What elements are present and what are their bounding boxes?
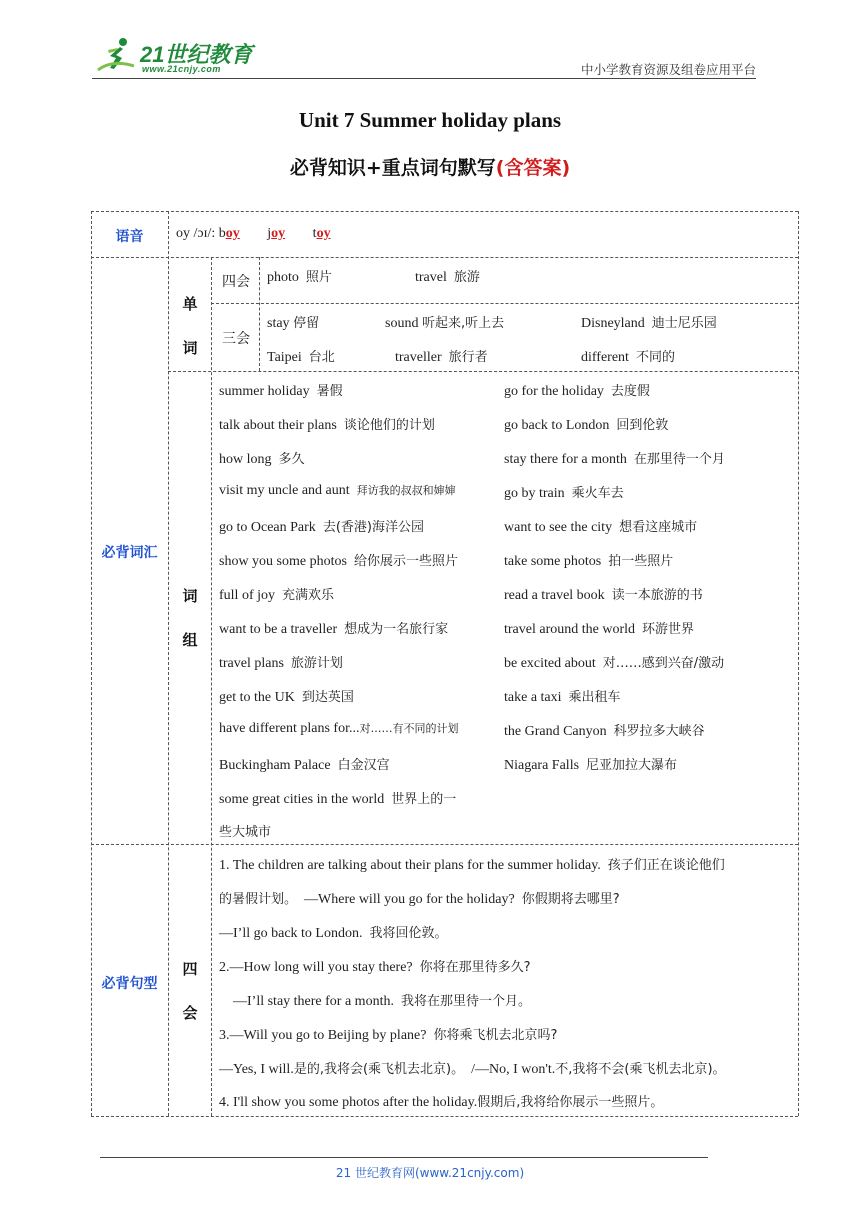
word-item: travel 旅游 — [415, 270, 480, 285]
word-item: different 不同的 — [581, 350, 675, 365]
page-subtitle: 必背知识+重点词句默写(含答案) — [289, 157, 571, 179]
phonics-word-boy: boy — [218, 226, 240, 241]
sentence-line: 2.—How long will you stay there? 你将在那里待多久? — [219, 960, 531, 975]
footer-divider — [100, 1157, 708, 1158]
sentences-label: 必背句型 — [101, 976, 158, 992]
logo-url: www.21cnjy.com — [142, 64, 221, 74]
phrase-item: be excited about 对……感到兴奋/激动 — [504, 656, 725, 671]
phrase-item: some great cities in the world 世界上的一 — [219, 792, 457, 807]
sentence-line: 3.—Will you go to Beijing by plane? 你将乘飞机去北京吗? — [219, 1028, 558, 1043]
phrase-item: go to Ocean Park 去(香港)海洋公园 — [219, 520, 424, 535]
sentence-line: 4. I'll show you some photos after the holiday.假期后,我将给你展示一些照片。 — [219, 1095, 664, 1110]
knowledge-table — [91, 211, 798, 1116]
phonics-word-toy: toy — [312, 226, 331, 241]
phrases-label: 词 组 — [182, 587, 198, 649]
phrase-item: have different plans for...对……有不同的计划 — [219, 721, 459, 736]
word-item: stay 停留 — [267, 316, 320, 331]
phrase-item: Niagara Falls 尼亚加拉大瀑布 — [504, 758, 678, 773]
phrase-item: show you some photos 给你展示一些照片 — [219, 554, 458, 569]
platform-name: 中小学教育资源及组卷应用平台 — [580, 62, 756, 77]
page-title: Unit 7 Summer holiday plans — [298, 108, 562, 132]
phrase-item: go by train 乘火车去 — [504, 486, 624, 501]
answer-note: (含答案) — [495, 157, 571, 179]
phrase-item: stay there for a month 在那里待一个月 — [504, 452, 725, 467]
sentence-line: —I’ll stay there for a month. 我将在那里待一个月。 — [233, 994, 531, 1009]
phrase-item: go for the holiday 去度假 — [504, 384, 650, 399]
runner-logo-icon — [96, 36, 136, 76]
header-divider — [92, 78, 756, 79]
phrase-item: summer holiday 暑假 — [219, 384, 343, 399]
sentence-line: —I’ll go back to London. 我将回伦敦。 — [219, 926, 448, 941]
logo-wordmark: 21世纪教育 — [140, 42, 253, 67]
word-item: Disneyland 迪士尼乐园 — [581, 316, 717, 331]
vocab-label: 必背词汇 — [101, 545, 158, 561]
sentence-line: —Yes, I will.是的,我将会(乘飞机去北京)。 /—No, I won't.不,我将不会(乘飞机去北京)。 — [219, 1062, 726, 1077]
phrase-item: how long 多久 — [219, 452, 305, 467]
phonics-label: 语音 — [115, 229, 144, 245]
level-four-label: 四会 — [222, 274, 250, 290]
phrase-item: go back to London 回到伦敦 — [504, 418, 669, 433]
phrase-item: take a taxi 乘出租车 — [504, 690, 621, 705]
phrase-item: want to be a traveller 想成为一名旅行家 — [219, 622, 449, 637]
phrase-item: Buckingham Palace 白金汉宫 — [219, 758, 390, 773]
word-item: photo 照片 — [267, 270, 332, 285]
phrase-item-wrap: 些大城市 — [219, 825, 272, 840]
phrase-item: full of joy 充满欢乐 — [219, 588, 335, 603]
sentence-line: 的暑假计划。 —Where will you go for the holiday? 你假期将去哪里? — [219, 892, 620, 907]
word-item: sound 听起来,听上去 — [385, 316, 505, 331]
phrase-item: travel around the world 环游世界 — [504, 622, 695, 637]
phrase-item: get to the UK 到达英国 — [219, 690, 354, 705]
sentence-line: 1. The children are talking about their plans for the summer holiday. 孩子们正在谈论他们 — [219, 858, 725, 873]
phrase-item: talk about their plans 谈论他们的计划 — [219, 418, 435, 433]
phonics-rule: oy /ɔɪ/: boy joy toy — [176, 226, 331, 241]
phrase-item: the Grand Canyon 科罗拉多大峡谷 — [504, 724, 705, 739]
sentences-level-label: 四 会 — [182, 960, 198, 1022]
phrase-item: want to see the city 想看这座城市 — [504, 520, 698, 535]
page-header — [92, 34, 756, 80]
phonics-word-joy: joy — [267, 226, 286, 241]
word-item: traveller 旅行者 — [395, 350, 488, 365]
words-label: 单 词 — [182, 295, 198, 357]
phrase-item: travel plans 旅游计划 — [219, 656, 343, 671]
logo — [92, 34, 262, 78]
level-three-label: 三会 — [222, 331, 250, 347]
phrase-item: take some photos 拍一些照片 — [504, 554, 674, 569]
phrase-item: read a travel book 读一本旅游的书 — [504, 588, 703, 603]
page-footer: 21 世纪教育网(www.21cnjy.com) — [335, 1166, 525, 1180]
word-item: Taipei 台北 — [267, 350, 335, 365]
phrase-item: visit my uncle and aunt 拜访我的叔叔和婶婶 — [219, 483, 456, 498]
